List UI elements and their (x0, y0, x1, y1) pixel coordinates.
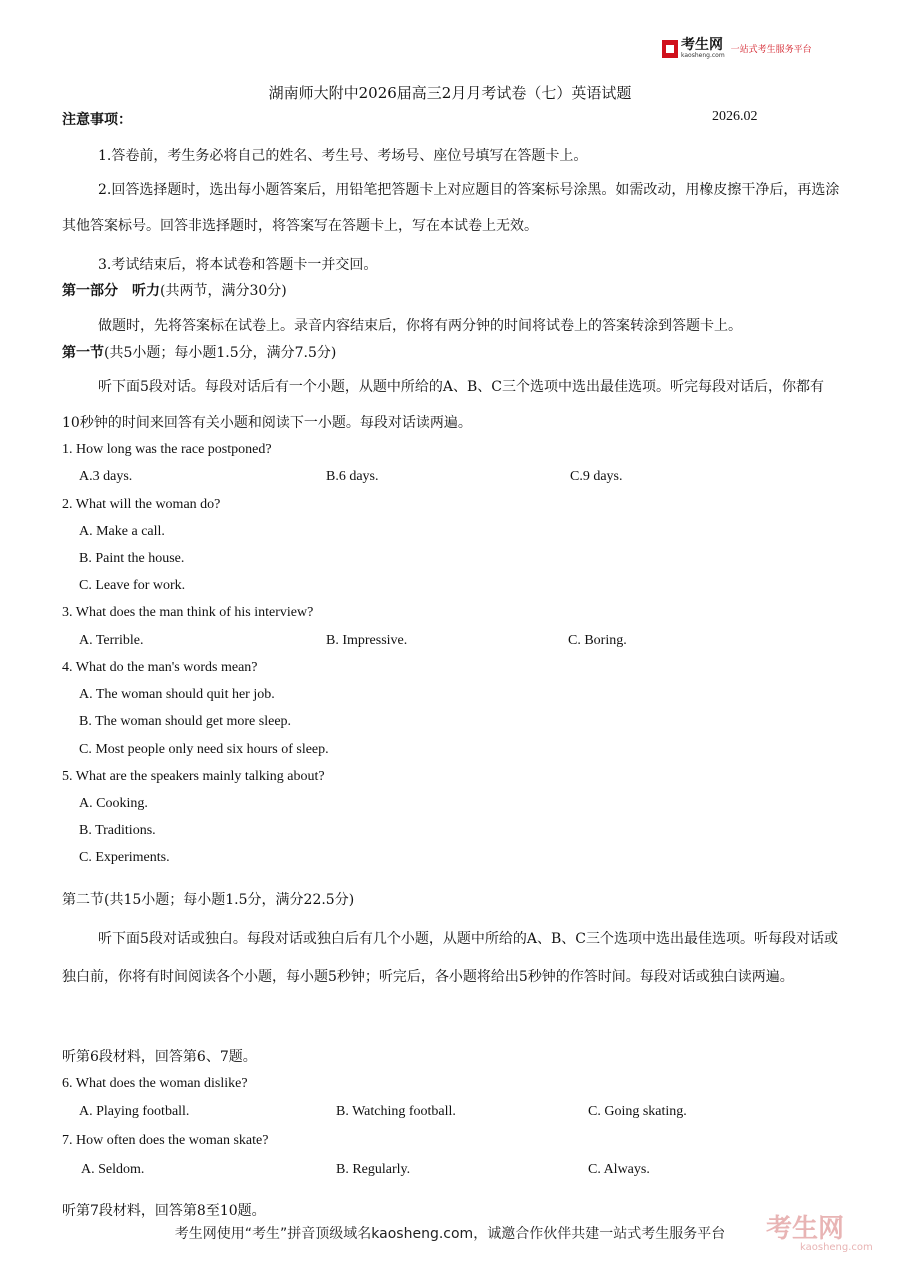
q5-option-a: A. Cooking. (79, 796, 148, 811)
question-1: 1. How long was the race postponed? (62, 442, 272, 457)
section2-instruction: 听下面5段对话或独白。每段对话或独白后有几个小题，从题中所给的A、B、C三个选项中选出最佳选项。听每段对话或独白前，你将有时间阅读各个小题，每小题5秒钟；听完后，各小题将给出5秒钟的作答时间。每段对话或独白读两遍。 (62, 931, 839, 985)
watermark-name: 考生网 (766, 1214, 845, 1244)
notice-item-1: 1.答卷前，考生务必将自己的姓名、考生号、考场号、座位号填写在答题卡上。 (98, 148, 588, 164)
section2-heading: 第二节(共15小题；每小题1.5分，满分22.5分) (62, 892, 355, 908)
q7-option-a: A. Seldom. (81, 1162, 145, 1177)
q6-option-c: C. Going skating. (588, 1104, 687, 1119)
material-7-note: 听第7段材料，回答第8至10题。 (62, 1203, 266, 1219)
part1-instruction: 做题时，先将答案标在试卷上。录音内容结束后，你将有两分钟的时间将试卷上的答案转涂到答题卡上。 (98, 318, 742, 334)
q3-option-a: A. Terrible. (79, 633, 144, 648)
q5-option-c: C. Experiments. (79, 850, 170, 865)
kaosheng-logo-icon (662, 40, 678, 58)
q1-option-b: B.6 days. (326, 469, 379, 484)
q4-option-a: A. The woman should quit her job. (79, 687, 275, 702)
section1-instruction: 听下面5段对话。每段对话后有一个小题，从题中所给的A、B、C三个选项中选出最佳选项。听完每段对话后，你都有 10秒钟的时间来回答有关小题和阅读下一小题。每段对话读两遍。 (62, 379, 825, 431)
question-3: 3. What does the man think of his interview? (62, 605, 314, 620)
material-6-note: 听第6段材料，回答第6、7题。 (62, 1049, 257, 1065)
q3-option-c: C. Boring. (568, 633, 627, 648)
q2-option-b: B. Paint the house. (79, 551, 185, 566)
part1-heading-row (62, 280, 287, 300)
q6-option-b: B. Watching football. (336, 1104, 456, 1119)
q4-option-c: C. Most people only need six hours of sleep. (79, 742, 329, 757)
logo-domain: kaosheng.com (681, 52, 725, 59)
q7-option-b: B. Regularly. (336, 1162, 411, 1177)
site-logo (662, 38, 812, 59)
exam-date: 2026.02 (712, 109, 758, 124)
question-2: 2. What will the woman do? (62, 497, 221, 512)
part1-heading-note: (共两节，满分30分) (160, 283, 287, 299)
question-4: 4. What do the man's words mean? (62, 660, 258, 675)
q1-option-a: A.3 days. (79, 469, 133, 484)
section1-heading-row (62, 342, 336, 362)
question-5: 5. What are the speakers mainly talking about? (62, 769, 325, 784)
question-7: 7. How often does the woman skate? (62, 1133, 269, 1148)
q6-option-a: A. Playing football. (79, 1104, 190, 1119)
watermark-domain: kaosheng.com (800, 1242, 873, 1253)
q1-option-c: C.9 days. (570, 469, 623, 484)
q7-option-c: C. Always. (588, 1162, 650, 1177)
q2-option-c: C. Leave for work. (79, 578, 186, 593)
section1-heading: 第一节 (62, 345, 104, 361)
logo-name: 考生网 (681, 37, 723, 53)
notice-item-2: 2.回答选择题时，选出每小题答案后，用铅笔把答题卡上对应题目的答案标号涂黑。如需改动，用橡皮擦干净后，再选涂其他答案标号。回答非选择题时，将答案写在答题卡上，写在本试卷上无效。 (62, 182, 840, 234)
q2-option-a: A. Make a call. (79, 524, 165, 539)
q5-option-b: B. Traditions. (79, 823, 156, 838)
q3-option-b: B. Impressive. (326, 633, 408, 648)
page-footer: 考生网使用“考生”拼音顶级域名kaosheng.com，诚邀合作伙伴共建一站式考生服务平台 (174, 1226, 726, 1242)
q4-option-b: B. The woman should get more sleep. (79, 714, 292, 729)
section1-heading-note: (共5小题；每小题1.5分，满分7.5分) (104, 345, 337, 361)
question-6: 6. What does the woman dislike? (62, 1076, 248, 1091)
page-title: 湖南师大附中2026届高三2月月考试卷（七）英语试题 (268, 84, 632, 102)
notice-item-3: 3.考试结束后，将本试卷和答题卡一并交回。 (98, 257, 378, 273)
part1-heading: 第一部分 听力 (62, 283, 160, 299)
notice-heading: 注意事项： (62, 112, 132, 128)
logo-slogan: 一站式考生服务平台 (730, 45, 812, 55)
